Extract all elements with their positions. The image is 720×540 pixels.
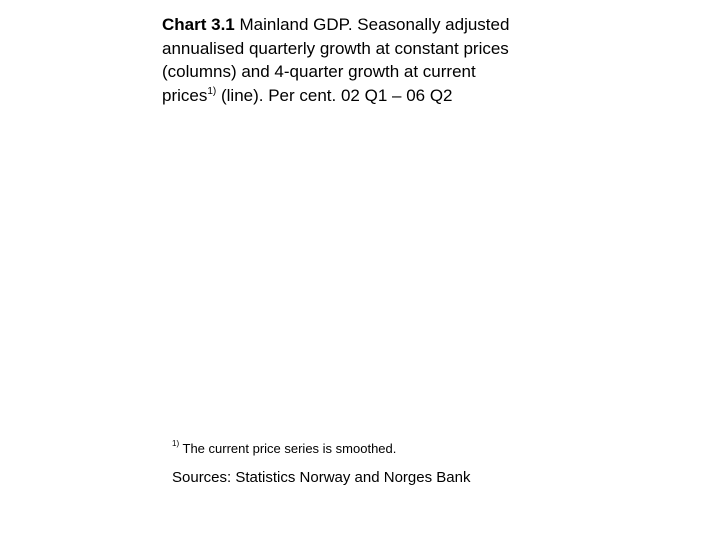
chart-title-text-continued: (line). Per cent. 02 Q1 – 06 Q2	[216, 85, 453, 105]
chart-area-blank	[162, 130, 522, 425]
footnote	[172, 440, 396, 458]
chart-title	[162, 13, 522, 107]
footnote-reference: 1)	[207, 85, 217, 97]
chart-number-label: Chart 3.1	[162, 15, 235, 34]
footnote-marker: 1)	[172, 439, 180, 448]
sources-line: Sources: Statistics Norway and Norges Bank	[172, 469, 471, 486]
footnote-text: The current price series is smoothed.	[179, 441, 397, 456]
chart-title-text: Mainland GDP. Seasonally adjusted annualised quarterly growth at constant prices (columns) and 4-quarter growth at current prices	[162, 15, 510, 105]
